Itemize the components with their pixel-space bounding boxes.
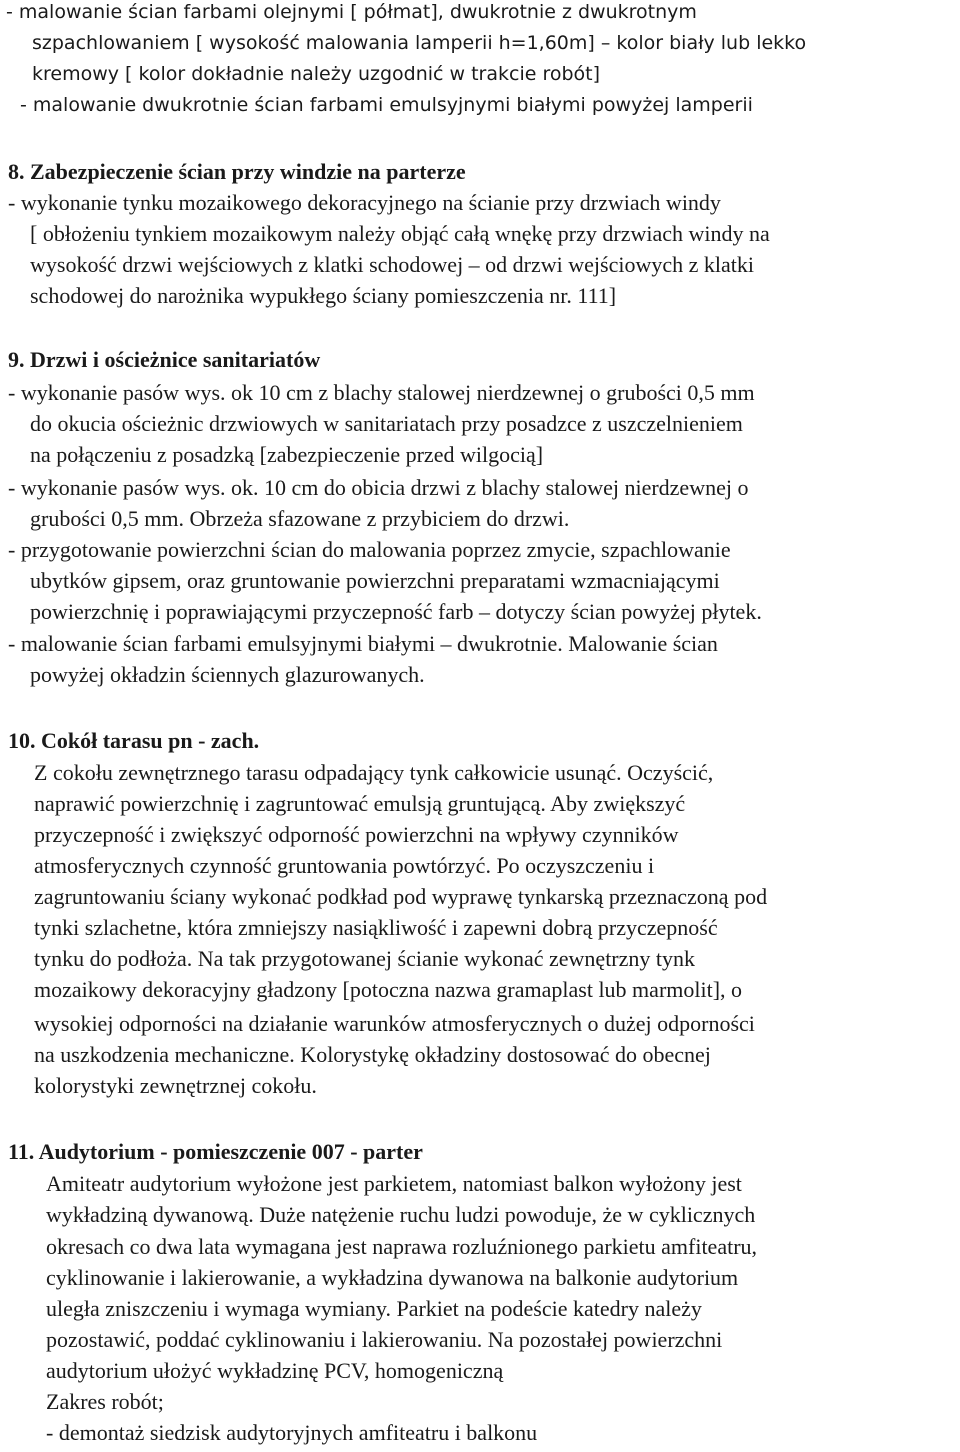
section-8-heading: 8. Zabezpieczenie ścian przy windzie na parterze [8,159,466,184]
intro-line: szpachlowaniem [ wysokość malowania lamperii h=1,60m] – kolor biały lub lekko [32,32,807,54]
section-9-line: powierzchnię i poprawiającymi przyczepność farb – dotyczy ścian powyżej płytek. [30,599,762,624]
section-11-line: uległa zniszczeniu i wymaga wymiany. Parkiet na podeście katedry należy [46,1296,702,1321]
section-9-line: do okucia ościeżnic drzwiowych w sanitariatach przy posadzce z uszczelnieniem [30,411,743,436]
section-9-line: - wykonanie pasów wys. ok 10 cm z blachy stalowej nierdzewnej o grubości 0,5 mm [8,380,755,405]
section-11-heading: 11. Audytorium - pomieszczenie 007 - parter [8,1139,423,1164]
section-11-line: wykładziną dywanową. Duże natężenie ruchu ludzi powoduje, że w cyklicznych [46,1202,756,1227]
section-9-line: ubytków gipsem, oraz gruntowanie powierzchni preparatami wzmacniającymi [30,568,720,593]
section-10-line: naprawić powierzchnię i zagruntować emulsją gruntującą. Aby zwiększyć [34,791,686,816]
section-11-line: cyklinowanie i lakierowanie, a wykładzina dywanowa na balkonie audytorium [46,1265,739,1290]
section-10-line: tynki szlachetne, która zmniejszy nasiąkliwość i zapewni dobrą przyczepność [34,915,718,940]
intro-line: kremowy [ kolor dokładnie należy uzgodnić w trakcie robót] [32,63,601,85]
section-10-line: wysokiej odporności na działanie warunków atmosferycznych o dużej odporności [34,1011,755,1036]
section-10-line: atmosferycznych czynność gruntowania powtórzyć. Po oczyszczeniu i [34,853,655,878]
section-10-line: kolorystyki zewnętrznej cokołu. [34,1073,317,1098]
section-11-line: okresach co dwa lata wymagana jest naprawa rozluźnionego parkietu amfiteatru, [46,1234,758,1259]
section-10-line: zagruntowaniu ściany wykonać podkład pod wyprawę tynkarską przeznaczoną pod [34,884,768,909]
section-10-line: tynku do podłoża. Na tak przygotowanej ścianie wykonać zewnętrzny tynk [34,946,696,971]
section-9-heading: 9. Drzwi i ościeżnice sanitariatów [8,347,321,372]
section-8-line: schodowej do narożnika wypukłego ściany pomieszczenia nr. 111] [30,283,617,308]
section-9-line: - przygotowanie powierzchni ścian do malowania poprzez zmycie, szpachlowanie [8,537,731,562]
section-9-line: - malowanie ścian farbami emulsyjnymi białymi – dwukrotnie. Malowanie ścian [8,631,718,656]
section-9-line: - wykonanie pasów wys. ok. 10 cm do obicia drzwi z blachy stalowej nierdzewnej o [8,475,749,500]
section-11-line: - demontaż siedzisk audytoryjnych amfiteatru i balkonu [46,1420,538,1445]
section-9-line: grubości 0,5 mm. Obrzeża sfazowane z przybiciem do drzwi. [30,506,570,531]
section-10-heading: 10. Cokół tarasu pn - zach. [8,728,260,753]
section-10-line: przyczepność i zwiększyć odporność powierzchni na wpływy czynników [34,822,679,847]
section-11-line: audytorium ułożyć wykładzinę PCV, homogeniczną [46,1358,504,1383]
section-10-line: mozaikowy dekoracyjny gładzony [potoczna nazwa gramaplast lub marmolit], o [34,977,743,1002]
section-9-line: powyżej okładzin ściennych glazurowanych. [30,662,425,687]
intro-line: - malowanie dwukrotnie ścian farbami emulsyjnymi białymi powyżej lamperii [20,94,753,116]
section-11-line: pozostawić, poddać cyklinowaniu i lakierowaniu. Na pozostałej powierzchni [46,1327,723,1352]
intro-line: - malowanie ścian farbami olejnymi [ półmat], dwukrotnie z dwukrotnym [6,1,697,23]
section-9-line: na połączeniu z posadzką [zabezpieczenie przed wilgocią] [30,442,544,467]
section-11-line: Amiteatr audytorium wyłożone jest parkietem, natomiast balkon wyłożony jest [46,1171,742,1196]
section-8-line: wysokość drzwi wejściowych z klatki schodowej – od drzwi wejściowych z klatki [30,252,754,277]
section-11-line: Zakres robót; [46,1389,164,1414]
section-8-line: - wykonanie tynku mozaikowego dekoracyjnego na ścianie przy drzwiach windy [8,190,721,215]
section-10-line: Z cokołu zewnętrznego tarasu odpadający tynk całkowicie usunąć. Oczyścić, [34,760,714,785]
section-8-line: [ obłożeniu tynkiem mozaikowym należy objąć całą wnękę przy drzwiach windy na [30,221,770,246]
section-10-line: na uszkodzenia mechaniczne. Kolorystykę okładziny dostosować do obecnej [34,1042,711,1067]
